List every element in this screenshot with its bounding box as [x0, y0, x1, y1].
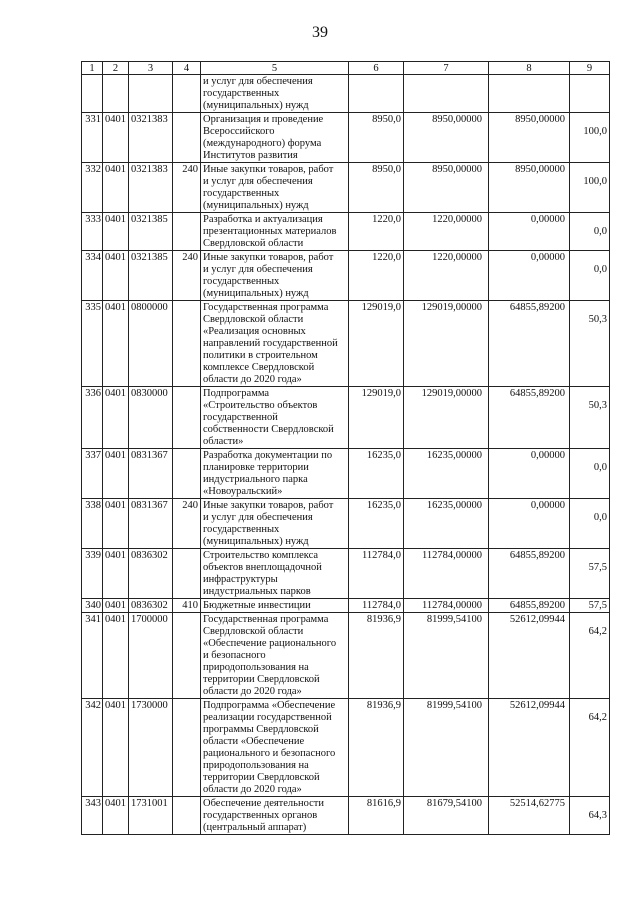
item-name-cell: [201, 449, 349, 499]
approved-amount-cell: [349, 387, 404, 449]
revised-amount-cell: [404, 613, 489, 699]
row-number-cell: [82, 613, 103, 699]
approved-amount: 16235,0: [366, 500, 401, 511]
revised-amount: 16235,00000: [426, 450, 482, 461]
row-number-cell: [82, 449, 103, 499]
expense-type: 240: [182, 252, 198, 263]
execution-percent-cell: [570, 549, 610, 599]
row-number: 333: [85, 214, 101, 225]
execution-percent-cell: [570, 599, 610, 613]
section-code: 0401: [105, 614, 126, 625]
revised-amount-cell: [404, 75, 489, 113]
execution-percent-cell: [570, 213, 610, 251]
section-code: 0401: [105, 700, 126, 711]
executed-amount: 0,00000: [530, 450, 565, 461]
revised-amount: 81679,54100: [426, 798, 482, 809]
approved-amount-cell: [349, 797, 404, 835]
revised-amount-cell: [404, 599, 489, 613]
table-body: [82, 75, 610, 835]
item-name: Государственная программа Свердловской области «Обеспечение рационального и безопасного природопользования на территории Свердловской области до 2020 года»: [203, 614, 337, 697]
executed-amount-cell: [489, 113, 570, 163]
row-number-cell: [82, 113, 103, 163]
execution-percent-cell: [570, 449, 610, 499]
budget-table: [81, 61, 610, 835]
item-name-cell: [201, 797, 349, 835]
revised-amount-cell: [404, 251, 489, 301]
execution-percent: 0,0: [593, 462, 607, 473]
target-code-cell: [129, 113, 173, 163]
section-code: 0401: [105, 114, 126, 125]
section-code-cell: [103, 75, 129, 113]
target-code: 1700000: [131, 614, 168, 625]
revised-amount-cell: [404, 301, 489, 387]
item-name: и услуг для обеспечения государственных (муниципальных) нужд: [203, 76, 313, 111]
execution-percent-cell: [570, 113, 610, 163]
revised-amount-cell: [404, 797, 489, 835]
execution-percent: 64,3: [588, 810, 607, 821]
item-name: Бюджетные инвестиции: [203, 600, 311, 611]
section-code-cell: [103, 449, 129, 499]
section-code-cell: [103, 113, 129, 163]
execution-percent: 100,0: [583, 126, 607, 137]
table-row: [82, 599, 610, 613]
row-number-cell: [82, 301, 103, 387]
item-name-cell: [201, 599, 349, 613]
table-row: [82, 797, 610, 835]
item-name: Разработка и актуализация презентационных материалов Свердловской области: [203, 214, 337, 249]
item-name-cell: [201, 613, 349, 699]
revised-amount-cell: [404, 163, 489, 213]
table-row: [82, 613, 610, 699]
row-number: 331: [85, 114, 101, 125]
approved-amount: 81936,9: [366, 700, 401, 711]
item-name-cell: [201, 549, 349, 599]
expense-type-cell: [173, 213, 201, 251]
execution-percent-cell: [570, 301, 610, 387]
row-number: 338: [85, 500, 101, 511]
approved-amount: 8950,0: [372, 114, 401, 125]
target-code: 0836302: [131, 600, 168, 611]
expense-type-cell: [173, 499, 201, 549]
item-name: Подпрограмма «Строительство объектов государственной собственности Свердловской области»: [203, 388, 334, 447]
revised-amount-cell: [404, 113, 489, 163]
row-number-cell: [82, 387, 103, 449]
section-code-cell: [103, 797, 129, 835]
section-code: 0401: [105, 450, 126, 461]
row-number-cell: [82, 163, 103, 213]
execution-percent: 50,3: [588, 400, 607, 411]
execution-percent: 57,5: [588, 562, 607, 573]
item-name: Обеспечение деятельности государственных органов (центральный аппарат): [203, 798, 324, 833]
revised-amount-cell: [404, 213, 489, 251]
section-code-cell: [103, 599, 129, 613]
column-header-7: 7: [404, 62, 489, 75]
row-number-cell: [82, 797, 103, 835]
executed-amount: 0,00000: [530, 500, 565, 511]
approved-amount: 1220,0: [372, 214, 401, 225]
row-number-cell: [82, 549, 103, 599]
section-code-cell: [103, 549, 129, 599]
item-name-cell: [201, 387, 349, 449]
item-name: Иные закупки товаров, работ и услуг для обеспечения государственных (муниципальных) нужд: [203, 164, 334, 211]
target-code: 0800000: [131, 302, 168, 313]
item-name-cell: [201, 163, 349, 213]
expense-type-cell: [173, 549, 201, 599]
executed-amount: 52514,62775: [509, 798, 565, 809]
executed-amount: 0,00000: [530, 252, 565, 263]
execution-percent-cell: [570, 75, 610, 113]
section-code-cell: [103, 213, 129, 251]
target-code: 0831367: [131, 500, 168, 511]
executed-amount: 64855,89200: [509, 600, 565, 611]
target-code-cell: [129, 699, 173, 797]
executed-amount: 0,00000: [530, 214, 565, 225]
section-code-cell: [103, 699, 129, 797]
section-code-cell: [103, 387, 129, 449]
table-row: [82, 387, 610, 449]
row-number-cell: [82, 251, 103, 301]
section-code: 0401: [105, 252, 126, 263]
target-code-cell: [129, 213, 173, 251]
execution-percent-cell: [570, 613, 610, 699]
revised-amount: 112784,00000: [422, 600, 482, 611]
table-row: [82, 113, 610, 163]
approved-amount-cell: [349, 163, 404, 213]
section-code: 0401: [105, 388, 126, 399]
row-number-cell: [82, 499, 103, 549]
execution-percent: 0,0: [593, 264, 607, 275]
column-header-2: 2: [103, 62, 129, 75]
execution-percent-cell: [570, 251, 610, 301]
row-number: 336: [85, 388, 101, 399]
executed-amount: 52612,09944: [509, 700, 565, 711]
expense-type-cell: [173, 387, 201, 449]
section-code: 0401: [105, 302, 126, 313]
execution-percent-cell: [570, 387, 610, 449]
column-header-6: 6: [349, 62, 404, 75]
section-code: 0401: [105, 500, 126, 511]
executed-amount-cell: [489, 301, 570, 387]
approved-amount: 8950,0: [372, 164, 401, 175]
header-row: [82, 62, 610, 75]
row-number: 343: [85, 798, 101, 809]
section-code-cell: [103, 301, 129, 387]
target-code: 0321383: [131, 114, 168, 125]
approved-amount-cell: [349, 251, 404, 301]
approved-amount-cell: [349, 301, 404, 387]
revised-amount: 129019,00000: [421, 388, 482, 399]
approved-amount: 1220,0: [372, 252, 401, 263]
item-name: Строительство комплекса объектов внеплощадочной инфраструктуры индустриальных парков: [203, 550, 322, 597]
column-header-5: 5: [201, 62, 349, 75]
approved-amount-cell: [349, 549, 404, 599]
executed-amount: 64855,89200: [509, 550, 565, 561]
execution-percent: 0,0: [593, 512, 607, 523]
table-row: [82, 251, 610, 301]
section-code-cell: [103, 163, 129, 213]
section-code: 0401: [105, 600, 126, 611]
expense-type-cell: [173, 449, 201, 499]
execution-percent: 57,5: [588, 600, 607, 611]
section-code-cell: [103, 613, 129, 699]
approved-amount-cell: [349, 75, 404, 113]
item-name: Иные закупки товаров, работ и услуг для обеспечения государственных (муниципальных) нужд: [203, 252, 334, 299]
revised-amount: 16235,00000: [426, 500, 482, 511]
executed-amount-cell: [489, 75, 570, 113]
column-header-3: 3: [129, 62, 173, 75]
column-header-9: 9: [570, 62, 610, 75]
revised-amount: 1220,00000: [432, 214, 482, 225]
item-name: Организация и проведение Всероссийского (международного) форума Институтов развития: [203, 114, 324, 161]
target-code-cell: [129, 449, 173, 499]
execution-percent: 64,2: [588, 626, 607, 637]
row-number-cell: [82, 699, 103, 797]
expense-type: 240: [182, 500, 198, 511]
target-code: 0836302: [131, 550, 168, 561]
row-number: 334: [85, 252, 101, 263]
item-name-cell: [201, 499, 349, 549]
row-number: 340: [85, 600, 101, 611]
row-number: 339: [85, 550, 101, 561]
section-code: 0401: [105, 214, 126, 225]
executed-amount-cell: [489, 599, 570, 613]
expense-type-cell: [173, 163, 201, 213]
row-number-cell: [82, 75, 103, 113]
table-row: [82, 301, 610, 387]
table-row: [82, 499, 610, 549]
execution-percent: 0,0: [593, 226, 607, 237]
section-code: 0401: [105, 550, 126, 561]
revised-amount: 1220,00000: [432, 252, 482, 263]
execution-percent-cell: [570, 499, 610, 549]
revised-amount: 81999,54100: [426, 700, 482, 711]
target-code-cell: [129, 387, 173, 449]
target-code: 0321385: [131, 214, 168, 225]
approved-amount: 112784,0: [362, 550, 401, 561]
table-row: [82, 213, 610, 251]
approved-amount: 16235,0: [366, 450, 401, 461]
approved-amount-cell: [349, 599, 404, 613]
target-code: 1730000: [131, 700, 168, 711]
target-code-cell: [129, 613, 173, 699]
executed-amount: 8950,00000: [515, 164, 565, 175]
target-code-cell: [129, 75, 173, 113]
expense-type-cell: [173, 699, 201, 797]
item-name-cell: [201, 301, 349, 387]
target-code-cell: [129, 549, 173, 599]
expense-type-cell: [173, 613, 201, 699]
expense-type-cell: [173, 599, 201, 613]
table-row: [82, 549, 610, 599]
revised-amount-cell: [404, 549, 489, 599]
item-name: Разработка документации по планировке территории индустриального парка «Новоуральский»: [203, 450, 333, 497]
expense-type-cell: [173, 113, 201, 163]
target-code: 1731001: [131, 798, 168, 809]
executed-amount-cell: [489, 449, 570, 499]
approved-amount-cell: [349, 613, 404, 699]
row-number: 332: [85, 164, 101, 175]
expense-type-cell: [173, 301, 201, 387]
executed-amount-cell: [489, 499, 570, 549]
executed-amount: 64855,89200: [509, 302, 565, 313]
item-name: Иные закупки товаров, работ и услуг для обеспечения государственных (муниципальных) нужд: [203, 500, 334, 547]
table-row: [82, 75, 610, 113]
executed-amount-cell: [489, 549, 570, 599]
approved-amount: 129019,0: [361, 302, 401, 313]
section-code: 0401: [105, 164, 126, 175]
execution-percent: 100,0: [583, 176, 607, 187]
expense-type-cell: [173, 75, 201, 113]
executed-amount: 8950,00000: [515, 114, 565, 125]
item-name-cell: [201, 699, 349, 797]
target-code-cell: [129, 163, 173, 213]
approved-amount: 81616,9: [366, 798, 401, 809]
target-code: 0830000: [131, 388, 168, 399]
row-number: 335: [85, 302, 101, 313]
item-name-cell: [201, 213, 349, 251]
execution-percent-cell: [570, 797, 610, 835]
execution-percent: 64,2: [588, 712, 607, 723]
target-code-cell: [129, 301, 173, 387]
revised-amount: 112784,00000: [422, 550, 482, 561]
target-code-cell: [129, 251, 173, 301]
row-number-cell: [82, 599, 103, 613]
target-code-cell: [129, 599, 173, 613]
execution-percent: 50,3: [588, 314, 607, 325]
section-code-cell: [103, 251, 129, 301]
approved-amount-cell: [349, 113, 404, 163]
target-code: 0321383: [131, 164, 168, 175]
column-header-1: 1: [82, 62, 103, 75]
column-header-8: 8: [489, 62, 570, 75]
row-number-cell: [82, 213, 103, 251]
executed-amount: 52612,09944: [509, 614, 565, 625]
executed-amount: 64855,89200: [509, 388, 565, 399]
revised-amount-cell: [404, 699, 489, 797]
item-name-cell: [201, 75, 349, 113]
expense-type-cell: [173, 251, 201, 301]
revised-amount: 129019,00000: [421, 302, 482, 313]
table-row: [82, 163, 610, 213]
revised-amount: 81999,54100: [426, 614, 482, 625]
approved-amount-cell: [349, 699, 404, 797]
target-code-cell: [129, 797, 173, 835]
page-number: 39: [312, 24, 328, 41]
item-name-cell: [201, 251, 349, 301]
approved-amount: 81936,9: [366, 614, 401, 625]
executed-amount-cell: [489, 251, 570, 301]
executed-amount-cell: [489, 213, 570, 251]
section-code: 0401: [105, 798, 126, 809]
approved-amount-cell: [349, 213, 404, 251]
approved-amount: 129019,0: [361, 388, 401, 399]
revised-amount-cell: [404, 499, 489, 549]
approved-amount: 112784,0: [362, 600, 401, 611]
expense-type: 240: [182, 164, 198, 175]
row-number: 337: [85, 450, 101, 461]
execution-percent-cell: [570, 699, 610, 797]
execution-percent-cell: [570, 163, 610, 213]
expense-type-cell: [173, 797, 201, 835]
revised-amount-cell: [404, 387, 489, 449]
executed-amount-cell: [489, 797, 570, 835]
revised-amount: 8950,00000: [432, 114, 482, 125]
revised-amount-cell: [404, 449, 489, 499]
target-code: 0321385: [131, 252, 168, 263]
target-code-cell: [129, 499, 173, 549]
executed-amount-cell: [489, 163, 570, 213]
table-row: [82, 699, 610, 797]
section-code-cell: [103, 499, 129, 549]
executed-amount-cell: [489, 613, 570, 699]
approved-amount-cell: [349, 499, 404, 549]
revised-amount: 8950,00000: [432, 164, 482, 175]
executed-amount-cell: [489, 699, 570, 797]
item-name-cell: [201, 113, 349, 163]
row-number: 341: [85, 614, 101, 625]
target-code: 0831367: [131, 450, 168, 461]
item-name: Подпрограмма «Обеспечение реализации государственной программы Свердловской области «Обеспечение рационального и безопасного природопользования на территории Свердловской области до 2020 года»: [203, 700, 336, 795]
column-header-4: 4: [173, 62, 201, 75]
executed-amount-cell: [489, 387, 570, 449]
table-row: [82, 449, 610, 499]
expense-type: 410: [182, 600, 198, 611]
item-name: Государственная программа Свердловской области «Реализация основных направлений государственной политики в строительном комплексе Свердловской области до 2020 года»: [203, 302, 338, 385]
row-number: 342: [85, 700, 101, 711]
approved-amount-cell: [349, 449, 404, 499]
